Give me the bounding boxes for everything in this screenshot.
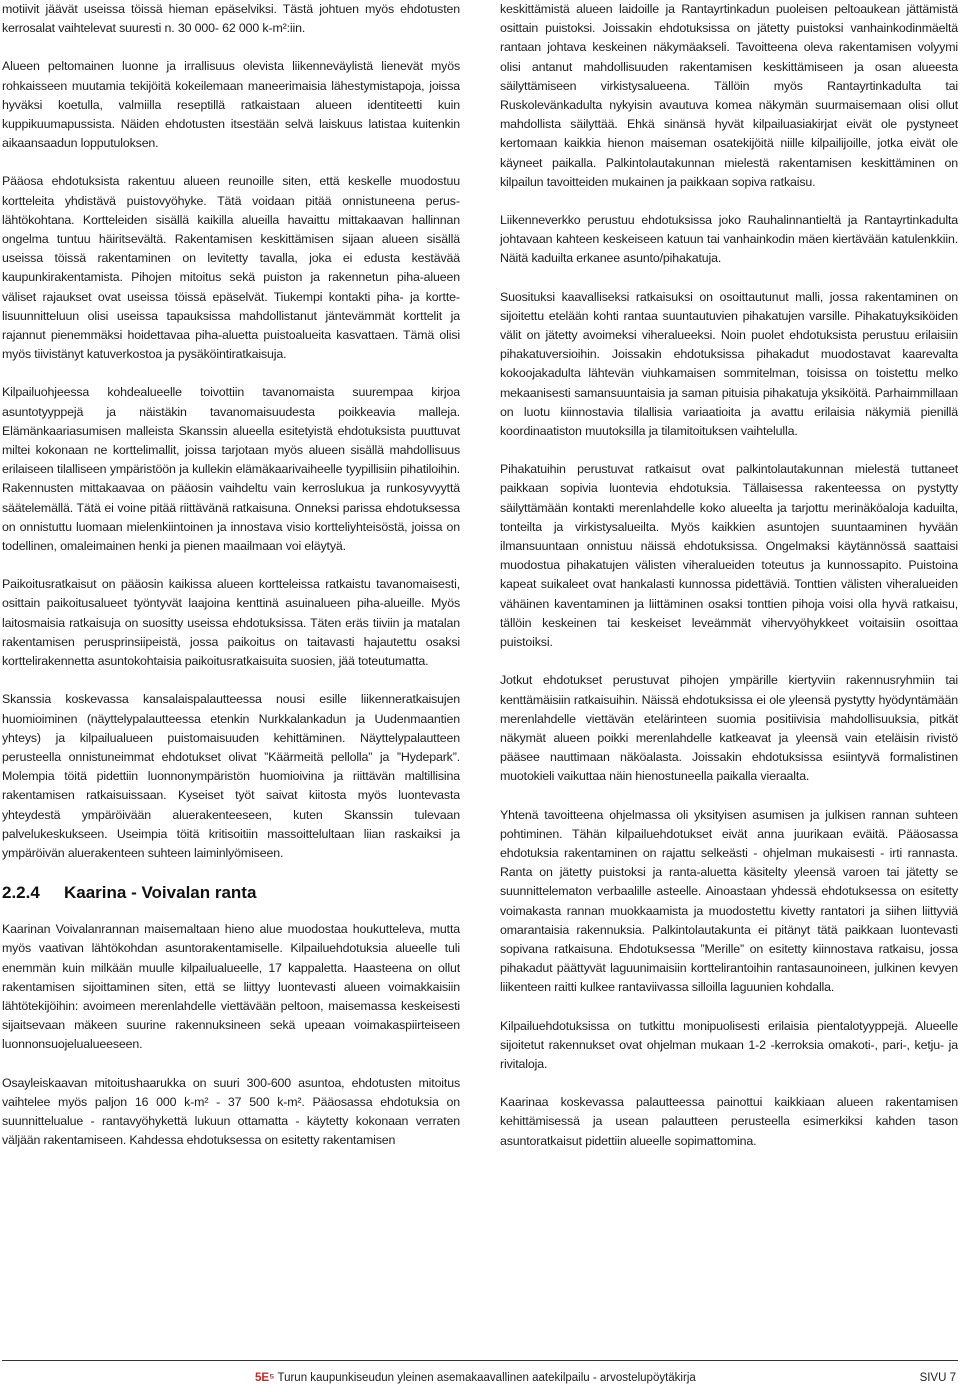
paragraph: Paikoitusratkaisut on pääosin kaikissa alueen kortteleissa ratkaistu tavanomaisesti, osittain paikoitusalueet työntyvät laajoina kenttinä asuinalueen piha-alueille. Myös laitosmaisia ratkaisuja on suositty useissa ehdotuksissa. Täten eräs tiiviin ja matalan rakentamisen perusprinsiipeistä, jossa paikoitus on taitavasti hajautettu osaksi korttelirakennetta asuntokohtaisia paikoitusratkaisuita suosien, jää toteutumatta.	[2, 577, 460, 669]
footer-brand: 5E⁵	[255, 1372, 275, 1384]
left-column	[2, 0, 460, 1169]
footer-title	[255, 1371, 696, 1385]
paragraph: motiivit jäävät useissa töissä hieman epäselviksi. Tästä johtuen myös ehdotusten kerrosalat vaihtelevat suuresti n. 30 000- 62 000 k-m²:iin.	[2, 2, 460, 36]
paragraph: Pihakatuihin perustuvat ratkaisut ovat palkintolautakunnan mielestä tuttaneet paikkaan sopivia luontevia ehdotuksia. Tällaisessa rakenteessa on pystytty säilyttämään kontakti merenlahdelle koko alueelta ja tarjottu merinäköaloja kaduilta, tonteilta ja virkistysalueilta. Myös kaikkien asuntojen suuntaaminen hyvään ilmansuuntaan onnistuu näissä ehdotuksissa. Ongelmaksi käytännössä saattaisi muodostua pihakatujen välisten viheralueiden toteutus ja kunnossapito. Puistoina kapeat suikaleet ovat hankalasti kunnossa pidettäviä. Tonttien välisten viheralueiden vähäinen kaventaminen ja liittäminen osaksi tonttien pihoja voisi olla hyvä ratkaisu, tällöin keskeinen tai keskeiset leveämmät vihervyöhykkeet voitaisiin osoittaa puistoiksi.	[500, 462, 958, 650]
paragraph: Kaarinan Voivalanrannan maisemaltaan hieno alue muodostaa houkutteleva, mutta myös vaativan lähtökohdan asuntorakentamiselle. Kilpailuehdotuksia alueelle tuli enemmän kuin milkään muulle kilpailualueelle, 17 kappaletta. Haasteena on ollut rakentamisen sijoittaminen siten, että se liittyy luontevasti alueen voimakkaisiin lähtötekijöihin: avoimeen merenlahdelle viettävään peltoon, maisemassa keskeisesti sijaitsevaan mäkeen suurine rakennuksineen sekä upeaan voimakaspiirteiseen luonnonsuojelualueeseen.	[2, 922, 460, 1052]
paragraph: Alueen peltomainen luonne ja irrallisuus olevista liikenneväylistä lienevät myös rohkaisseen muutamia tekijöitä kokeilemaan maneerimaisia lähestymistapoja, joissa hyväksi koetulla, valmiilla reseptillä ratkaistaan alueen identiteetti kuin kuppikuumapussista. Näiden ehdotusten itsestään selvä laiskuus latistaa kuitenkin aikaansaadun lopputuloksen.	[2, 59, 460, 151]
section-title: Kaarina - Voivalan ranta	[64, 883, 257, 903]
paragraph: Skanssia koskevassa kansalaispalautteessa nousi esille liikenneratkaisujen huomioiminen (näyttelypalautteessa etenkin Nurkkalankadun ja Uudenmaantien yhteys) ja kilpailualueen puistomaisuuden kehittäminen. Näyttelypalautteen perusteella onnistuneimmat ehdotukset olivat ”Käärmeitä pellolla” ja ”Hydepark”. Molempia töitä pidettiin luonnonympäristön huomioivina ja riittävän maltillisina rakentamisen ratkaisuissaan. Kyseiset työt saivat kiitosta myös luontevasta yhteydestä ympäröivään aluerakenteeseen, kuten Skanssin tulevaan palvelukeskukseen. Useimpia töitä kritisoitiin massoittelultaan liian raskaiksi ja ympäröivän aluerakenteen suhteen laiminlyömiseen.	[2, 692, 460, 860]
paragraph: Osayleiskaavan mitoitushaarukka on suuri 300-600 asuntoa, ehdotusten mitoitus vaihtelee myös paljon 16 000 k-m² - 37 500 k-m². Pääosassa ehdotuksia on suunnittelualue - rantavyöhykettä lukuun ottamatta - käytetty kokonaan verraten väljään rakentamiseen. Kahdessa ehdotuksessa on esitetty rakentamisen	[2, 1075, 460, 1148]
paragraph: Kilpailuohjeessa kohdealueelle toivottiin tavanomaista suurempaa kirjoa asuntotyyppejä ja näistäkin tavanomaisuudesta poikkeavia malleja. Elämänkaariasumisen malleista Skanssin alueella esitetyistä ehdotuksista puuttuvat miltei kokonaan ne korttelimallit, joissa tarjotaan myös alueen sisällä mahdollisuus erilaiseen tilalliseen ympäristöön ja kullekin elämäkaarivaiheelle tyypillisiin pihatiloihin. Rakennusten mittakaavaa on pääosin vaihdeltu vain kerroslukua ja runkosyvyyttä säätelemällä. Tätä ei voine pitää riittävänä ratkaisuna. Onneksi parissa ehdotuksessa on onnistuttu luomaan mielenkiintoinen ja innostava visio kortteliyhteisöstä, joissa on todellinen, omaleimainen henki ja pienen maailmaan voi eläytyä.	[2, 385, 460, 554]
paragraph: Kaarinaa koskevassa palautteessa painottui kaikkiaan alueen rakentamisen kehittämisessä ja usean palautteen perusteella esimerkiksi kahden tason asuntoratkaisut pidettiin alueelle sopimattomina.	[500, 1095, 958, 1148]
right-column	[500, 0, 958, 1170]
page-number: SIVU 7	[919, 1372, 956, 1384]
paragraph: Liikenneverkko perustuu ehdotuksissa joko Rauhalinnantieltä ja Rantayrtinkadulta johtavaan kahteen keskeiseen katuun tai vanhainkodin mäen kiertävään katulenkkiin. Näitä kaduilta erkanee asunto/pihakatuja.	[500, 213, 958, 266]
section-heading	[2, 882, 460, 904]
section-number: 2.2.4	[2, 883, 40, 903]
paragraph: Jotkut ehdotukset perustuvat pihojen ympärille kiertyviin rakennusryhmiin tai kenttämäisiin ratkaisuihin. Näissä ehdotuksissa ei ole yleensä pystytty hyödyntämään merenlahdelle viettävän etelärinteen suomia positiivisia mahdollisuuksia, pitkät näkymät alueen poikki merenlahdelle katkeavat ja yleensä vain eteläisin rivistö pääsee nauttimaan näköalasta. Joissakin ehdotuksissa esiintyvä formalistinen muotokieli vaikuttaa näin hienostuneella paikalla vieraalta.	[500, 673, 958, 784]
paragraph: keskittämistä alueen laidoille ja Rantayrtinkadun puoleisen peltoaukean jättämistä osittain puistoksi. Joissakin ehdotuksissa on jätetty puistoksi vanhainkodinmäeltä rantaan johtava keskeinen näkymäakseli. Tavoitteena oleva rakentamisen volyymi olisi antanut mahdollisuuden rakentamisen keskittämiseen ja osan alueesta säilyttämiseen virkistysalueena. Tällöin myös Rantayrtinkadulta tai Ruskolevänkadulta nykyisin avautuva komea näkymän suurmaisemaan olisi ollut mahdollista säilyttää. Ehkä sinänsä hyvät kilpailuasiakirjat eivät ole pystyneet kertomaan kaikkia hienon maiseman osatekijöitä niille kilpailijoille, jotka eivät ole käyneet paikalla. Palkintolautakunnan mielestä rakentamisen keskittäminen on kilpailun tavoitteiden mukainen ja paikkaan sopiva ratkaisu.	[500, 2, 958, 189]
footer-divider	[2, 1360, 958, 1361]
paragraph: Kilpailuehdotuksissa on tutkittu monipuolisesti erilaisia pientalotyyppejä. Alueelle sijoitetut rakennukset ovat ohjelman mukaan 1-2 -kerroksia omakoti-, pari-, ketju- ja rivitaloja.	[500, 1018, 958, 1071]
footer-document-title: Turun kaupunkiseudun yleinen asemakaavallinen aatekilpailu - arvostelupöytäkirja	[277, 1372, 696, 1384]
paragraph: Suosituksi kaavalliseksi ratkaisuksi on osoittautunut malli, jossa rakentaminen on sijoitettu etelään kohti rantaa suuntautuvien pihakatujen varsille. Pihakatuyksiköiden välit on jätetty avoimeksi viheralueeksi. Noin puolet ehdotuksista perustuu erilaisiin pihakatuversioihin. Joissakin ehdotuksissa pihakadut muodostavat kaarevalta kokoojakadulta lähtevän viuhkamaisen sommitelman, toisissa on toistettu melko mekaanisesti samansuuntaisia ja saman pituisia pihakatuja yksiköitä. Parhaimmillaan on luotu kiinnostavia tilallisia variaatioita ja avattu erilaisia näkymiä pienillä koordinaatiston muutoksilla ja tilamitoituksen vaihtelulla.	[500, 289, 958, 439]
paragraph: Yhtenä tavoitteena ohjelmassa oli yksityisen asumisen ja julkisen rannan suhteen pohtiminen. Tähän kilpailuehdotukset eivät anna juurikaan eväitä. Pääosassa ehdotuksia rakentaminen on rajattu selkeästi - ohjelman mukaisesti - irti rannasta. Ranta on jätetty puistoksi ja ranta-aluetta käsitelty yleensä varoen tai jätetty se suunnittelematon verbaalille asteelle. Ainoastaan yhdessä ehdotuksessa on esitetty voimakasta rannan muokkaamista ja muodostettu kivetty rantatori ja siihen liittyviä omarantaisia rakennuksia. Palkintolautakunta ei pitänyt tätä paikkaan luontevasti sopivana ratkaisuna. Ehdotuksessa ”Merille” on esitetty kiinnostava ratkaisu, jossa pihakadut päättyvät laguunimaisiin korttelirantoihin rantasaunoineen, julkinen kevyen liikenteen raitti kulkee rantaviivassa silloilla laguunien kohdalla.	[500, 807, 958, 995]
paragraph: Pääosa ehdotuksista rakentuu alueen reunoille siten, että keskelle muodostuu kortteleita yhdistävä puistovyöhyke. Tätä voidaan pitää onnistuneena peruslähtökohtana. Kortteleiden sisällä kaikilla alueilla havaittu mittakaavan hallinnan ongelma tuntuu häiritsevältä. Rakentamisen keskittämisen sijaan alueen sisällä useissa töissä rakentaminen on levitetty tavalla, joka ei edusta kestävää kaupunkirakentamista. Pihojen mitoitus sekä puiston ja rakennetun piha-alueen väliset rajaukset ovat useissa töissä epäselvät. Tiukempi kontakti piha- ja korttelisuunnitteluun olisi useissa tapauksissa mahdollistanut jäntevämmät korttelit ja rajannut pienemmäksi hoidettavaa piha-aluetta puistoalueita kasvattaen. Tämä olisi myös tiivistänyt katuverkostoa ja pysäköintiratkaisuja.	[2, 174, 460, 362]
